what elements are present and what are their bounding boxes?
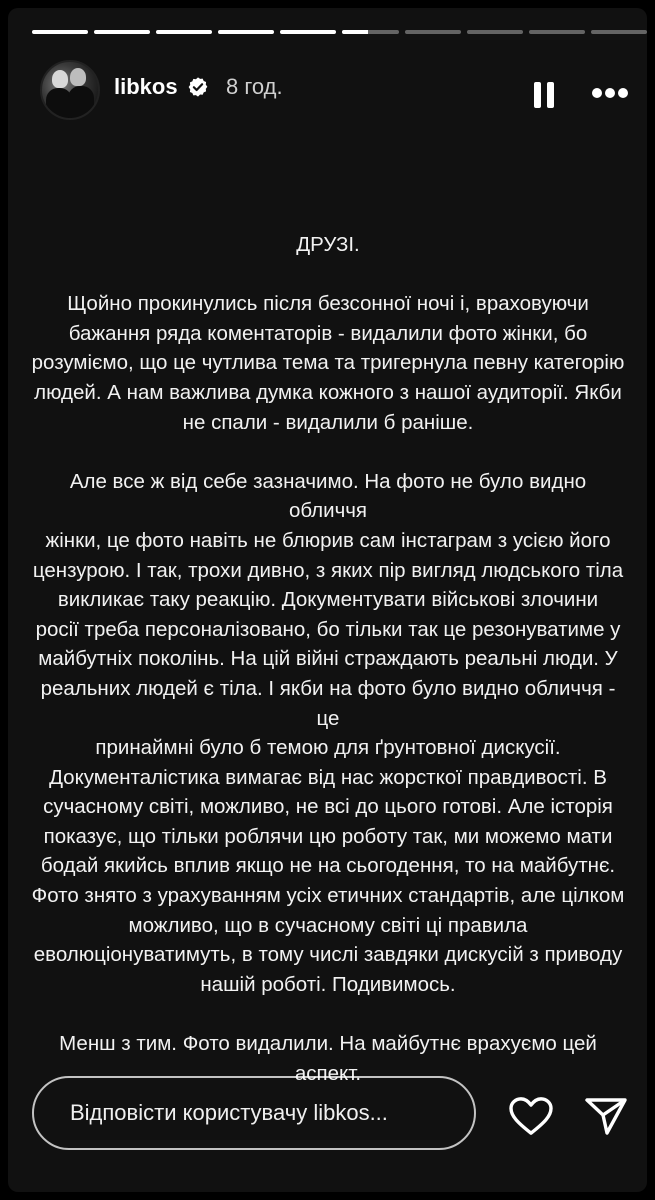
text-line: принаймні було б темою для ґрунтовної дискусії. [95, 736, 561, 760]
text-line: людей. А нам важлива думка кожного з нашої аудиторії. Якби [34, 380, 622, 404]
text-line: цензурою. І так, трохи дивно, з яких пір вигляд людського тіла [32, 558, 624, 582]
username[interactable]: libkos [114, 74, 178, 99]
progress-segment [342, 30, 398, 34]
text-line: бодай якийсь вплив якщо не на сьогодення, то на майбутнє. [40, 854, 616, 878]
reply-input[interactable] [32, 1076, 476, 1150]
progress-segment [218, 30, 274, 34]
text-line: Менш з тим. Фото видалили. На майбутнє врахуємо цей [59, 1032, 597, 1056]
progress-segment [405, 30, 461, 34]
story-progress-bar [32, 30, 647, 34]
text-line: росії треба персоналізовано, бо тільки так це резонуватиме у [35, 617, 621, 641]
progress-segment [467, 30, 523, 34]
reply-placeholder: Відповісти користувачу libkos... [70, 1100, 388, 1125]
text-line: бажання ряда коментаторів - видалили фото жінки, бо [68, 321, 588, 345]
pause-icon[interactable] [534, 82, 556, 108]
progress-segment-fill [280, 30, 336, 34]
text-line: сучасному світі, можливо, не всі до цього готові. Але історія [43, 795, 613, 819]
text-line: показує, що тільки роблячи цю роботу так, ми можемо мати [43, 824, 613, 848]
text-line: жінки, це фото навіть не блюрив сам інстаграм з усією його [45, 528, 611, 552]
heart-icon[interactable] [508, 1096, 554, 1136]
text-line: Документалістика вимагає від нас жорсткої правдивості. В [49, 765, 607, 789]
post-time: 8 год. [226, 74, 283, 99]
text-line: аспект. [294, 1061, 362, 1085]
story-header [32, 58, 640, 118]
text-line: викликає таку реакцію. Документувати військові злочини [57, 588, 599, 612]
text-line: Але все ж від себе зазначимо. На фото не було видно обличчя [69, 469, 587, 523]
text-line: можливо, що в сучасному світі ці правила [128, 913, 528, 937]
progress-segment [280, 30, 336, 34]
text-line: еволюціонуватимуть, в тому числі завдяки дискусій з приводу [33, 943, 623, 967]
progress-segment [591, 30, 647, 34]
text-line: не спали - видалили б раніше. [182, 410, 474, 434]
story-paragraph-1 [28, 289, 628, 437]
story-title: ДРУЗІ. [296, 233, 360, 256]
text-line: Щойно прокинулись після безсонної ночі і, враховуючи [67, 292, 589, 316]
avatar[interactable] [40, 60, 100, 120]
story-text [28, 230, 628, 1118]
progress-segment-fill [32, 30, 88, 34]
progress-segment-fill [342, 30, 367, 34]
progress-segment [156, 30, 212, 34]
more-horizontal-icon[interactable] [590, 88, 630, 102]
progress-segment-fill [156, 30, 212, 34]
text-line: розуміємо, що це чутлива тема та тригернула певну категорію [31, 351, 625, 375]
text-line: майбутніх поколінь. На цій війні страждають реальні люди. У [38, 647, 618, 671]
text-line: нашій роботі. Подивимось. [200, 972, 456, 996]
text-line: реальних людей є тіла. І якби на фото було видно обличчя - це [40, 676, 616, 730]
progress-segment [94, 30, 150, 34]
verified-badge-icon [187, 76, 209, 98]
progress-segment [529, 30, 585, 34]
progress-segment-fill [218, 30, 274, 34]
story-viewer [8, 8, 647, 1192]
progress-segment [32, 30, 88, 34]
send-icon[interactable] [584, 1096, 628, 1136]
story-paragraph-2 [28, 467, 628, 1000]
progress-segment-fill [94, 30, 150, 34]
text-line: Фото знято з урахуванням усіх етичних стандартів, але цілком [31, 884, 625, 908]
